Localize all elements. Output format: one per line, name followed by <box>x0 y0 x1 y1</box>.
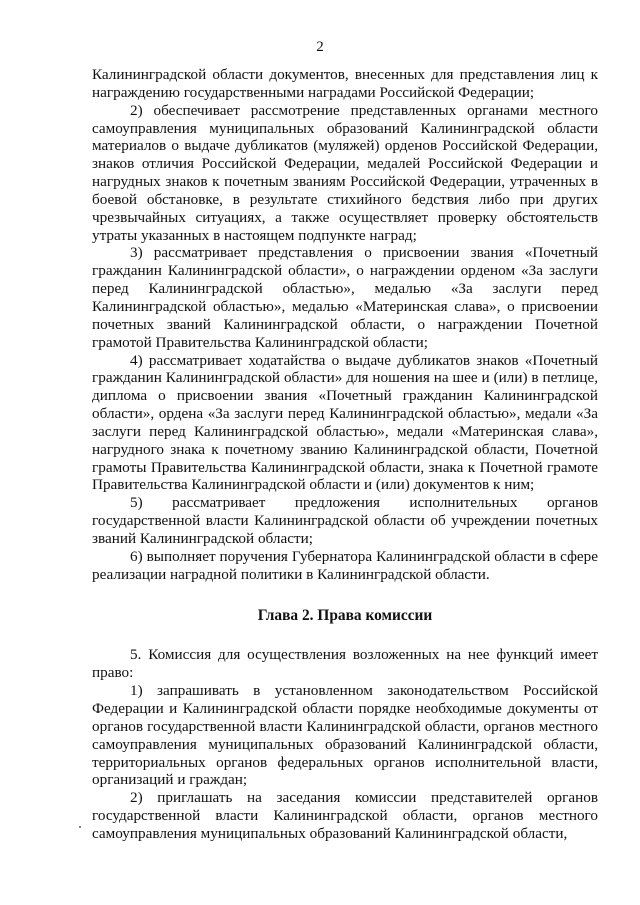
page-number: 2 <box>316 39 324 55</box>
paragraph-item-2: 2) обеспечивает рассмотрение представленных органами местного самоуправления муниципальных образований Калининградской области материалов о выдаче дубликатов (муляжей) орденов Российской Федерации, знаков отличия Российской Федерации, медалей Российской Федерации и нагрудных знаков к почетным званиям Российской Федерации, утраченных в боевой обстановке, в результате стихийного бедствия либо при других чрезвычайных ситуациях, а также осуществляет проверку обстоятельств утраты указанных в настоящем подпункте наград; <box>92 101 598 244</box>
paragraph-continuation: Калининградской области документов, внесенных для представления лиц к награждению государственными наградами Российской Федерации; <box>92 66 598 101</box>
paragraph-clause-5: 5. Комиссия для осуществления возложенных на нее функций имеет право: <box>92 646 598 682</box>
scan-margin-mark <box>79 826 81 828</box>
paragraph-item-3: 3) рассматривает представления о присвоении звания «Почетный гражданин Калининградской области», о награждении орденом «За заслуги перед Калининградской областью», медалью «За заслуги перед Калининградской областью», медалью «Материнская слава», о присвоении почетных званий Калининградской области, о награждении Почетной грамотой Правительства Калининградской области; <box>92 244 598 351</box>
paragraph-item-5: 5) рассматривает предложения исполнительных органов государственной власти Калининградской области об учреждении почетных званий Калининградской области; <box>92 494 598 547</box>
document-body <box>92 66 598 843</box>
chapter-heading: Глава 2. Права комиссии <box>257 607 433 625</box>
paragraph-right-2: 2) приглашать на заседания комиссии представителей органов государственной власти Калининградской области, органов местного самоуправления муниципальных образований Калининградской области, <box>92 789 598 842</box>
paragraph-item-4: 4) рассматривает ходатайства о выдаче дубликатов знаков «Почетный гражданин Калининградской области» для ношения на шее и (или) в петлице, диплома о присвоении звания «Почетный гражданин Калининградской области», ордена «За заслуги перед Калининградской областью», медали «За заслуги перед Калининградской областью», медали «Материнская слава», нагрудного знака к почетному званию Калининградской области, Почетной грамоты Правительства Калининградской области, знака к Почетной грамоте Правительства Калининградской области и (или) документов к ним; <box>92 351 598 494</box>
paragraph-right-1: 1) запрашивать в установленном законодательством Российской Федерации и Калининградской области порядке необходимые документы от органов государственной власти Калининградской области, органов местного самоуправления муниципальных образований Калининградской области, территориальных органов федеральных органов исполнительной власти, организаций и граждан; <box>92 682 598 789</box>
paragraph-item-6: 6) выполняет поручения Губернатора Калининградской области в сфере реализации наградной политики в Калининградской области. <box>92 547 598 583</box>
